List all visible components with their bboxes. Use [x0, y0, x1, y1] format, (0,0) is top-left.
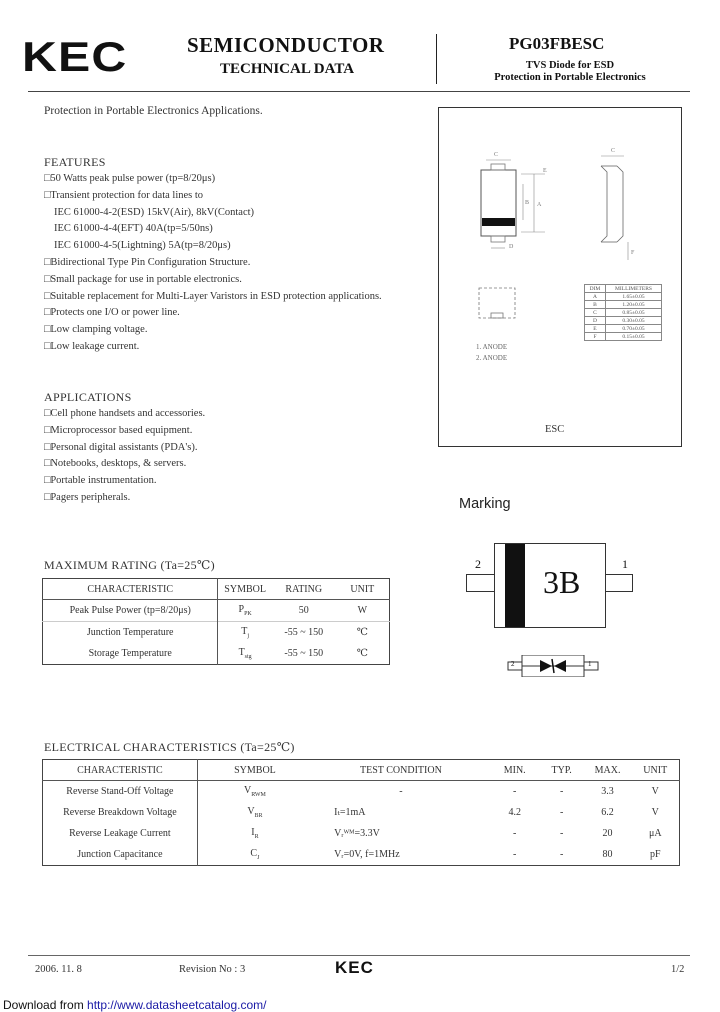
package-name: ESC — [545, 424, 565, 435]
footer-date: 2006. 11. 8 — [35, 964, 82, 975]
list-item: □Low leakage current. — [44, 340, 140, 352]
dim-cell: 0.15±0.05 — [605, 333, 661, 341]
cell-unit: ℃ — [356, 627, 368, 638]
dim-label-d: D — [509, 244, 514, 250]
pin1-label: 1. ANODE — [476, 343, 508, 351]
cell-typ: - — [559, 849, 564, 860]
table-row — [43, 823, 680, 844]
symbol-sub: stg — [244, 654, 252, 660]
symbol-main: V — [247, 806, 255, 817]
list-item: □Suitable replacement for Multi-Layer Varistors in ESD protection applications. — [44, 290, 382, 302]
cell-symbol — [197, 823, 312, 844]
symbol-main: T — [241, 626, 248, 637]
header-rule — [28, 91, 690, 92]
marking-package-body — [494, 543, 606, 628]
applications-heading: APPLICATIONS — [44, 390, 132, 404]
cell-unit: ℃ — [356, 648, 368, 659]
diode-pin-1: 1 — [588, 660, 592, 668]
cell-symbol — [197, 802, 312, 823]
bidirectional-diode-icon — [507, 655, 599, 677]
dim-cell: E — [585, 325, 606, 333]
symbol-main: C — [250, 848, 258, 859]
dimension-table — [584, 284, 662, 341]
dim-label-a: A — [537, 202, 542, 208]
cathode-band — [505, 544, 525, 627]
footer-logo: KEC — [335, 958, 374, 977]
marking-code: 3B — [543, 564, 581, 600]
elec-char-heading: ELECTRICAL CHARACTERISTICS (Ta=25℃) — [44, 740, 295, 754]
cell-min: - — [513, 828, 517, 839]
cell-condition: - — [399, 786, 403, 797]
col-header: CHARACTERISTIC — [43, 760, 198, 781]
table-header-row — [43, 579, 390, 600]
cell-characteristic: Storage Temperature — [43, 643, 218, 665]
table-row — [43, 622, 390, 644]
cell-rating: -55 ~ 150 — [284, 627, 324, 638]
cell-min: 4.2 — [508, 807, 521, 818]
cell-unit: W — [357, 605, 368, 616]
list-item: □Pagers peripherals. — [44, 491, 131, 503]
col-header: MIN. — [490, 760, 540, 781]
symbol-sub: PK — [244, 611, 252, 617]
list-item: □Transient protection for data lines to — [44, 189, 204, 201]
diode-symbol — [507, 655, 599, 677]
footer-revision: Revision No : 3 — [179, 964, 246, 975]
list-item: IEC 61000-4-2(ESD) 15kV(Air), 8kV(Contact) — [54, 206, 255, 218]
symbol-main: P — [238, 604, 245, 615]
list-item: □Protects one I/O or power line. — [44, 307, 180, 319]
list-item: IEC 61000-4-5(Lightning) 5A(tp=8/20μs) — [54, 240, 231, 252]
dim-cell: 0.85±0.05 — [605, 309, 661, 317]
download-line — [3, 998, 266, 1012]
list-item: □Notebooks, desktops, & servers. — [44, 458, 187, 470]
part-number: PG03FBESC — [509, 34, 605, 53]
cell-unit: V — [651, 786, 659, 797]
features-heading: FEATURES — [44, 155, 106, 169]
features-list — [44, 171, 382, 356]
list-item: □Microprocessor based equipment. — [44, 424, 193, 436]
header-divider — [436, 34, 437, 84]
cell-symbol — [197, 844, 312, 866]
cell-max: 20 — [602, 828, 613, 839]
symbol-sub: RWM — [251, 792, 266, 798]
kec-logo: KEC — [22, 33, 128, 80]
part-description-2: Protection in Portable Electronics — [494, 72, 646, 83]
symbol-sub: BR — [254, 813, 263, 819]
list-item: □Cell phone handsets and accessories. — [44, 408, 206, 419]
dim-cell: B — [585, 301, 606, 309]
cell-characteristic: Reverse Breakdown Voltage — [43, 802, 198, 823]
col-header: UNIT — [336, 579, 390, 600]
marking-lead-right — [604, 574, 633, 592]
pin2-label: 2. ANODE — [476, 354, 508, 362]
max-rating-heading: MAXIMUM RATING (Ta=25℃) — [44, 558, 215, 572]
col-header: SYMBOL — [218, 579, 272, 600]
cell-symbol — [218, 643, 272, 665]
cell-max: 3.3 — [601, 786, 614, 797]
cell-unit: V — [651, 807, 659, 818]
datasheet-link[interactable]: http://www.datasheetcatalog.com/ — [87, 998, 267, 1012]
dim-cell: 1.65±0.05 — [605, 293, 661, 301]
cell-characteristic: Junction Temperature — [43, 622, 218, 644]
marking-lead-left — [466, 574, 495, 592]
dim-cell: A — [585, 293, 606, 301]
list-item: □Low clamping voltage. — [44, 324, 148, 336]
dim-label-e: E — [543, 168, 547, 174]
table-header-row — [43, 760, 680, 781]
cell-unit: μA — [648, 828, 662, 839]
cell-characteristic: Junction Capacitance — [43, 844, 198, 866]
col-header: UNIT — [632, 760, 680, 781]
package-drawing — [439, 108, 681, 446]
dim-header: DIM — [585, 285, 606, 293]
symbol-main: V — [243, 785, 252, 796]
cell-symbol — [197, 781, 312, 803]
cell-characteristic: Peak Pulse Power (tp=8/20μs) — [43, 600, 218, 622]
cell-unit: pF — [649, 849, 661, 860]
cell-characteristic: Reverse Leakage Current — [43, 823, 198, 844]
dim-label-c2: C — [611, 148, 616, 154]
dim-cell: 1.20±0.05 — [605, 301, 661, 309]
list-item: □Personal digital assistants (PDA's). — [44, 441, 198, 453]
col-header: SYMBOL — [197, 760, 312, 781]
symbol-main: I — [251, 827, 255, 838]
dim-cell: D — [585, 317, 606, 325]
download-label: Download from — [3, 998, 88, 1012]
cell-max: 80 — [602, 849, 613, 860]
cell-condition: Iₜ=1mA — [334, 807, 366, 818]
dim-label-b: B — [525, 200, 530, 206]
max-rating-table — [42, 578, 390, 665]
cell-typ: - — [559, 807, 564, 818]
list-item: □50 Watts peak pulse power (tp=8/20μs) — [44, 173, 216, 184]
col-header: TYP. — [540, 760, 584, 781]
list-item: IEC 61000-4-4(EFT) 40A(tp=5/50ns) — [54, 223, 213, 235]
cell-typ: - — [559, 828, 564, 839]
footer-rule — [28, 955, 690, 956]
symbol-sub: R — [254, 834, 259, 840]
table-row — [43, 802, 680, 823]
col-header: RATING — [272, 579, 336, 600]
cell-min: - — [513, 849, 517, 860]
symbol-sub: j — [247, 633, 250, 639]
cell-rating: 50 — [298, 605, 309, 616]
table-row — [43, 600, 390, 622]
col-header: CHARACTERISTIC — [43, 579, 218, 600]
dim-label-f: F — [631, 250, 635, 256]
dim-cell: C — [585, 309, 606, 317]
cell-max: 6.2 — [601, 807, 614, 818]
dim-cell: 0.30±0.05 — [605, 317, 661, 325]
col-header: TEST CONDITION — [312, 760, 490, 781]
applications-list — [44, 406, 205, 507]
symbol-sub: J — [257, 855, 260, 861]
marking-pin-2: 2 — [475, 557, 481, 571]
intro-text: Protection in Portable Electronics Applications. — [44, 105, 263, 117]
marking-pin-1: 1 — [622, 557, 628, 571]
col-header: MAX. — [584, 760, 632, 781]
cell-typ: - — [559, 786, 564, 797]
table-row — [43, 781, 680, 803]
package-outline-box — [438, 107, 682, 447]
part-description-1: TVS Diode for ESD — [525, 60, 615, 71]
cell-min: - — [513, 786, 517, 797]
list-item: □Portable instrumentation. — [44, 475, 157, 487]
elec-char-table — [42, 759, 680, 866]
symbol-main: T — [238, 647, 245, 658]
table-row — [43, 643, 390, 665]
dim-label-c: C — [494, 152, 499, 158]
cell-characteristic: Reverse Stand-Off Voltage — [43, 781, 198, 803]
cell-symbol — [218, 622, 272, 644]
cell-symbol — [218, 600, 272, 622]
cell-condition: Vᵣᵂᴹ=3.3V — [334, 828, 380, 839]
list-item: □Small package for use in portable electronics. — [44, 273, 242, 285]
dim-cell: 0.70±0.05 — [605, 325, 661, 333]
dim-header: MILLIMETERS — [605, 285, 661, 293]
dim-cell: F — [585, 333, 606, 341]
header-title: SEMICONDUCTOR — [187, 33, 385, 57]
cell-condition: Vᵣ=0V, f=1MHz — [334, 849, 400, 860]
diode-pin-2: 2 — [511, 660, 515, 668]
table-row — [43, 844, 680, 866]
cell-rating: -55 ~ 150 — [284, 648, 324, 659]
marking-heading: Marking — [459, 496, 511, 512]
footer-page-number: 1/2 — [671, 964, 685, 975]
list-item: □Bidirectional Type Pin Configuration Structure. — [44, 256, 251, 268]
header-subtitle: TECHNICAL DATA — [220, 61, 355, 77]
